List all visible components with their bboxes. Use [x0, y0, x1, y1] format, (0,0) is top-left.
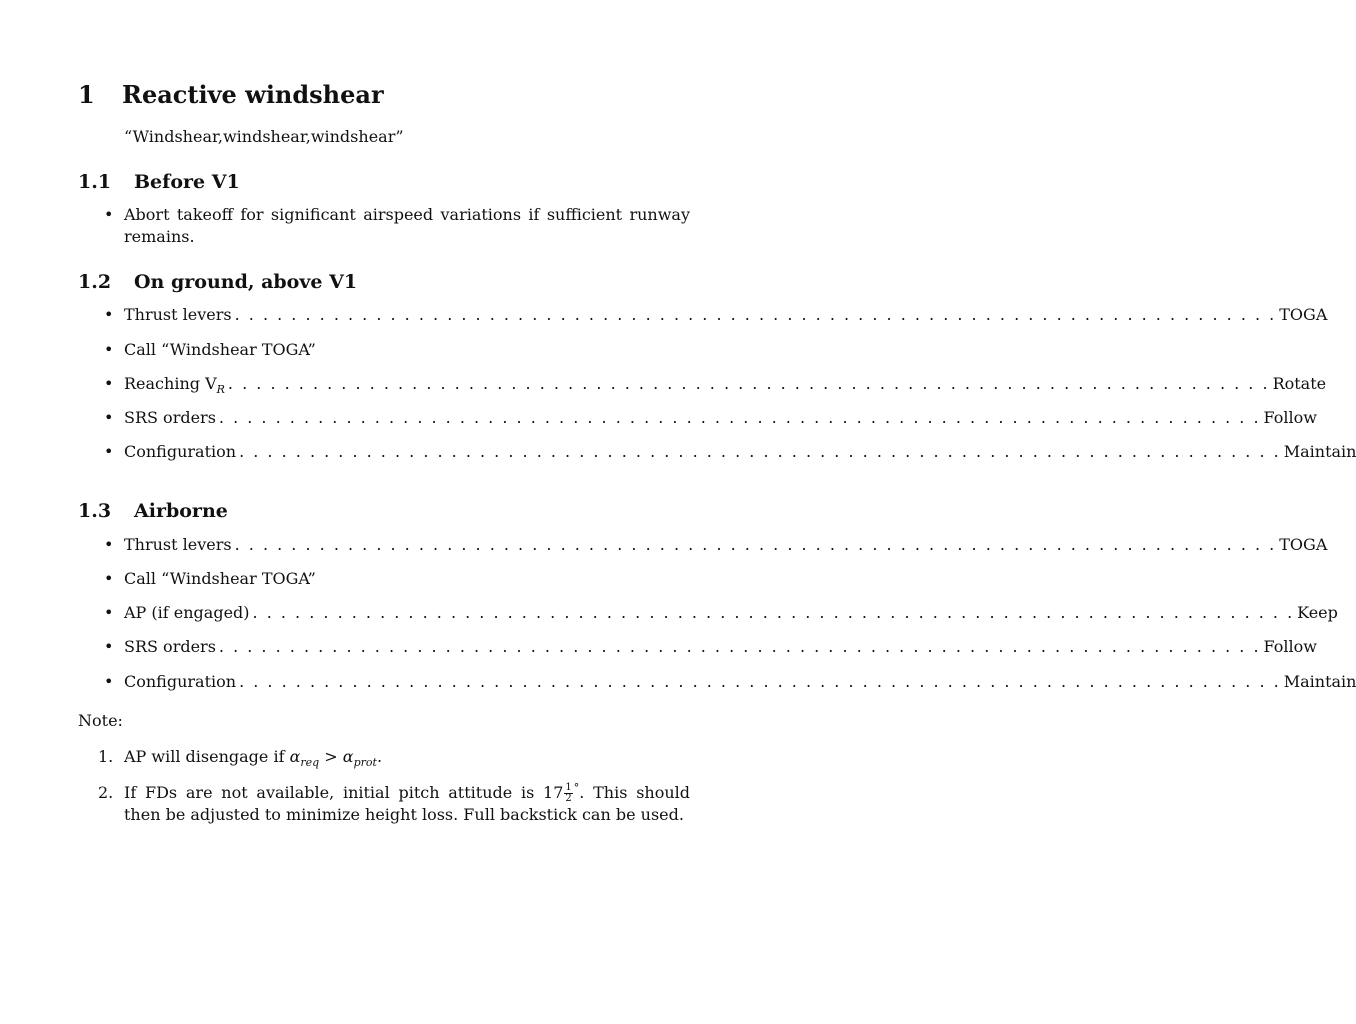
checklist-item [104, 568, 690, 590]
bullet-icon: • [104, 442, 114, 461]
subsection-title: Airborne [134, 500, 228, 522]
note-item [98, 782, 690, 825]
item-label: Thrust levers [124, 305, 232, 324]
bullet-icon: • [104, 672, 114, 691]
note-text: If FDs are not available, initial pitch attitude is 17 $\frac{1}{2}$ °. This should then be adjusted to minimize height loss. Full backstick can be used. [124, 781, 691, 824]
leader-dots: . . . . . . . . . . . . . . . . . . . . . . . . . . . . . . . . . . . . . . . . . . . . . . . . . . . . . . . . . . . . . . . . . . . . . . . . . . [227, 374, 1270, 393]
item-value: Follow [1263, 408, 1317, 427]
leader-dots: . . . . . . . . . . . . . . . . . . . . . . . . . . . . . . . . . . . . . . . . . . . . . . . . . . . . . . . . . . . . . . . . . . . . . . . . . . [252, 603, 1295, 622]
fraction: $\frac{1}{2}$ [565, 782, 572, 804]
note-item [98, 746, 690, 770]
item-value: Keep [1297, 603, 1338, 622]
checklist-item [104, 304, 1328, 326]
item-value: Maintain [1283, 672, 1356, 691]
section-title: Reactive windshear [122, 80, 384, 109]
leader-dots: . . . . . . . . . . . . . . . . . . . . . . . . . . . . . . . . . . . . . . . . . . . . . . . . . . . . . . . . . . . . . . . . . . . . . . . . . . [218, 408, 1261, 427]
item-value: Maintain [1283, 442, 1356, 461]
item-label-subscript: R [216, 383, 225, 397]
leader-dots: . . . . . . . . . . . . . . . . . . . . . . . . . . . . . . . . . . . . . . . . . . . . . . . . . . . . . . . . . . . . . . . . . . . . . . . . . . [239, 672, 1281, 691]
item-value: TOGA [1279, 535, 1328, 554]
item-label: Thrust levers [124, 535, 232, 554]
item-value: TOGA [1279, 305, 1328, 324]
section-number: 1 [78, 80, 95, 109]
subsection-heading-1-2 [78, 271, 357, 293]
bullet-icon: • [104, 305, 114, 324]
item-label: AP (if engaged) [124, 603, 250, 622]
item-label: Reaching $V_R$ [124, 374, 225, 397]
leader-dots: . . . . . . . . . . . . . . . . . . . . . . . . . . . . . . . . . . . . . . . . . . . . . . . . . . . . . . . . . . . . . . . . . . . . . . . . . . [239, 442, 1281, 461]
checklist-item [104, 671, 1356, 693]
subsection-number: 1.2 [78, 271, 112, 293]
note-label: Note: [78, 711, 123, 730]
subsection-heading-1-3 [78, 500, 228, 522]
leader-dots: . . . . . . . . . . . . . . . . . . . . . . . . . . . . . . . . . . . . . . . . . . . . . . . . . . . . . . . . . . . . . . . . . . . . . . . . . . [234, 305, 1277, 324]
item-label: SRS orders [124, 637, 216, 656]
bullet-icon: • [104, 340, 114, 359]
checklist-item [104, 441, 1356, 463]
note-number: 1. [98, 747, 114, 766]
subsection-number: 1.3 [78, 500, 112, 522]
bullet-icon: • [104, 374, 114, 393]
item-value: Rotate [1272, 374, 1327, 393]
bullet-icon: • [104, 205, 114, 224]
item-text: Abort takeoff for significant airspeed variations if sufficient runway remains. [124, 205, 690, 246]
item-label: Configuration [124, 442, 237, 461]
checklist-item [104, 602, 1338, 624]
checklist-item [104, 407, 1317, 429]
callout-text: “Windshear,windshear,windshear” [124, 127, 404, 146]
bullet-icon: • [104, 637, 114, 656]
item-text: Call “Windshear TOGA” [124, 569, 316, 588]
leader-dots: . . . . . . . . . . . . . . . . . . . . . . . . . . . . . . . . . . . . . . . . . . . . . . . . . . . . . . . . . . . . . . . . . . . . . . . . . . [218, 637, 1261, 656]
bullet-icon: • [104, 408, 114, 427]
note-text: AP will disengage if $\alpha_{req} > \alpha_{prot}$. [124, 747, 383, 770]
bullet-icon: • [104, 569, 114, 588]
subsection-title: Before V1 [134, 171, 240, 193]
checklist-item [104, 636, 1317, 658]
bullet-icon: • [104, 603, 114, 622]
list-item [104, 204, 690, 248]
item-value: Follow [1263, 637, 1317, 656]
bullet-icon: • [104, 535, 114, 554]
checklist-item [104, 534, 1328, 556]
section-heading [78, 80, 384, 109]
note-number: 2. [98, 783, 114, 802]
checklist-item [104, 373, 1327, 397]
subsection-number: 1.1 [78, 171, 112, 193]
subsection-heading-1-1 [78, 171, 240, 193]
subsection-title: On ground, above V1 [134, 271, 358, 293]
item-label: SRS orders [124, 408, 216, 427]
item-label: Configuration [124, 672, 237, 691]
item-text: Call “Windshear TOGA” [124, 340, 316, 359]
checklist-item [104, 339, 690, 361]
leader-dots: . . . . . . . . . . . . . . . . . . . . . . . . . . . . . . . . . . . . . . . . . . . . . . . . . . . . . . . . . . . . . . . . . . . . . . . . . . [234, 535, 1277, 554]
